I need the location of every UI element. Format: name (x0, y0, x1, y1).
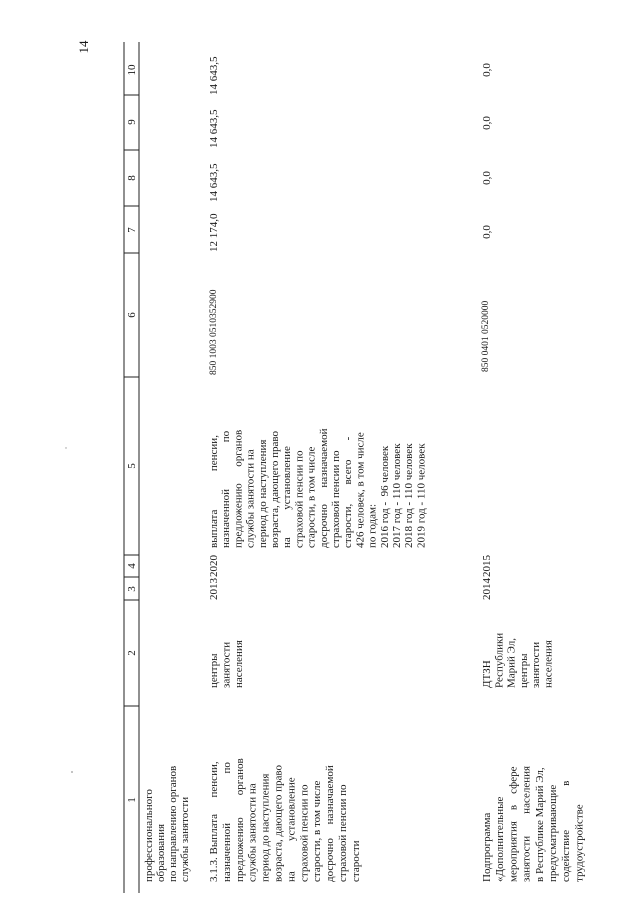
row1-col2-line-1: центры (208, 653, 220, 688)
row1-col7-value: 12 174,0 (208, 213, 220, 252)
row1-col8-value: 14 643,5 (208, 163, 220, 202)
row2-col1 (481, 766, 585, 882)
row2-start-year: 2014 (481, 578, 493, 600)
row2-col2-line-1: ДТЗН (481, 660, 493, 688)
row2-col1-line-6: предусматривающие (547, 784, 559, 882)
carry-over-col1 (143, 766, 191, 882)
row2-col2-line-2: Республики (493, 632, 506, 688)
col-header-5: 5 (126, 463, 138, 469)
row1-col5-line-13: 426 человек, в том числе (354, 432, 367, 548)
row2-col7-value: 0,0 (481, 225, 493, 239)
row1-col5-line-12: старости, всего - (342, 436, 355, 548)
row1-col1-line-2: назначенной по (220, 762, 233, 882)
row2-col1-line-4: занятости населения (520, 765, 533, 882)
carry-line-2: образования (155, 823, 167, 882)
row2-col8-value: 0,0 (481, 171, 493, 185)
row1-col2-line-3: населения (233, 640, 245, 688)
col-header-1: 1 (126, 797, 138, 803)
row1-start-year: 2013 (208, 578, 220, 600)
row1-budget-code: 850 1003 0510352900 (209, 289, 219, 375)
row1-col5-line-8: страховой пенсии по (293, 450, 306, 548)
row2-col2-line-5: занятости (530, 641, 543, 688)
row2-col1-line-7: содействие в (560, 780, 573, 882)
row-3-1-3 (208, 56, 427, 882)
carry-line-4: службы занятости (179, 796, 191, 882)
row1-col5 (208, 428, 427, 548)
row1-col9-value: 14 643,5 (208, 109, 220, 148)
row1-col1 (208, 758, 362, 882)
row1-col1-line-12: старости (349, 840, 362, 882)
row1-col5-line-4: службы занятости на (244, 449, 257, 548)
row1-col5-line-10: досрочно назначаемой (317, 428, 330, 548)
row1-col5-line-9: старости, в том числе (305, 446, 318, 548)
row1-col1-line-7: на установление (285, 777, 298, 882)
row1-col1-line-10: досрочно назначаемой (324, 765, 337, 882)
row2-budget-code: 850 0401 0520000 (481, 300, 491, 372)
row1-col1-line-3: предложению органов (233, 758, 246, 882)
row2-col1-line-8: трудоустройстве (573, 804, 586, 882)
row2-col1-line-5: в Республике Марий Эл, (533, 767, 546, 882)
row1-col2-line-2: занятости (220, 641, 233, 688)
row2-col1-line-3: мероприятия в сфере (507, 766, 520, 882)
row2-col2 (481, 633, 555, 688)
row1-col1-line-9: старости, в том числе (311, 780, 324, 882)
row-subprogram (481, 63, 585, 882)
column-headers (126, 64, 138, 803)
row1-col1-line-6: возраста, дающего право (272, 765, 285, 882)
row1-end-year: 2020 (208, 555, 220, 577)
row1-col5-line-15: 2016 год - 96 человек (378, 445, 391, 548)
row2-col1-line-1: Подпрограмма (481, 812, 493, 882)
row2-col2-line-4: центры (517, 653, 530, 688)
col-header-6: 6 (126, 312, 138, 318)
row1-col1-line-4: службы занятости на (246, 783, 259, 882)
row2-end-year: 2015 (481, 555, 493, 577)
carry-line-1: профессионального (143, 789, 155, 882)
row1-col5-line-5: период до наступления (256, 439, 269, 548)
row1-col1-line-1: 3.1.3. Выплата пенсии, (208, 761, 220, 882)
row1-col5-line-3: предложению органов (232, 429, 245, 548)
row1-col1-line-8: страховой пенсии по (298, 784, 311, 882)
row1-col5-line-1: выплата пенсии, (208, 435, 220, 548)
row1-col5-line-17: 2018 год - 110 человек (403, 443, 416, 548)
row2-col1-line-2: «Дополнительные (494, 796, 507, 882)
row1-col5-line-11: страховой пенсии по (330, 450, 342, 548)
row1-col1-line-11: страховой пенсии по (337, 784, 349, 882)
page-number: 14 (76, 40, 91, 54)
col-header-7: 7 (126, 227, 138, 233)
scan-specks (65, 447, 73, 773)
row2-col2-line-6: населения (542, 640, 555, 688)
row1-col5-line-14: по годам: (366, 503, 379, 548)
row1-col5-line-16: 2017 год - 110 человек (391, 443, 403, 548)
row1-col2 (208, 640, 245, 688)
col-header-9: 9 (126, 119, 138, 125)
col-header-2: 2 (126, 650, 138, 656)
row1-col10-value: 14 643,5 (208, 56, 220, 95)
row1-col5-line-2: назначенной по (220, 430, 233, 548)
col-header-4: 4 (126, 563, 138, 569)
row1-col5-line-18: 2019 год - 110 человек (415, 443, 428, 548)
row1-col5-line-7: на установление (281, 446, 294, 548)
row2-col9-value: 0,0 (481, 116, 493, 130)
col-header-3: 3 (126, 586, 138, 592)
header-separators (124, 95, 139, 706)
row1-col1-line-5: период до наступления (259, 773, 272, 882)
row2-col10-value: 0,0 (481, 63, 493, 77)
row2-col2-line-3: Марий Эл, (505, 637, 518, 688)
row1-col5-line-6: возраста, дающего право (269, 431, 281, 548)
col-header-10: 10 (126, 64, 138, 76)
carry-line-3: по направлению органов (167, 765, 179, 882)
col-header-8: 8 (126, 175, 138, 181)
